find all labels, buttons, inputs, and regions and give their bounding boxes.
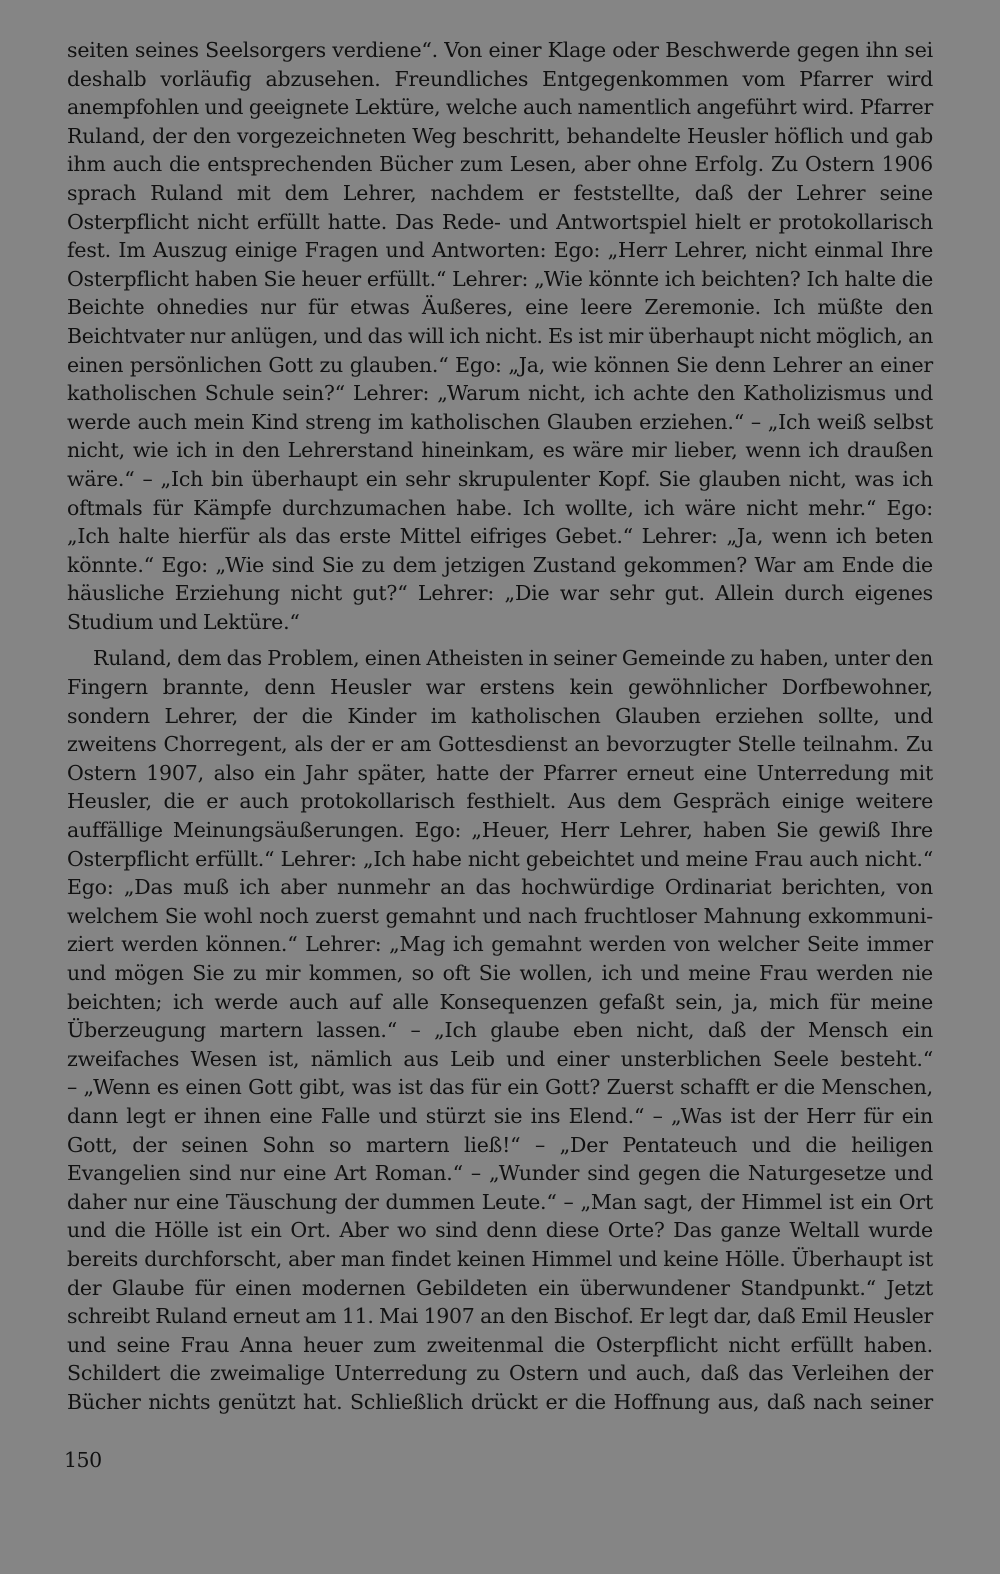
paragraph-2 (67, 644, 933, 1416)
text-line: ziert werden können.“ Lehrer: „Mag ich gemahnt werden von welcher Seite immer (67, 932, 933, 957)
text-line: oftmals für Kämpfe durchzumachen habe. Ich wollte, ich wäre nicht mehr.“ Ego: (67, 495, 933, 520)
text-line: Beichte ohnedies nur für etwas Äußeres, eine leere Zeremonie. Ich müßte den (67, 295, 933, 320)
text-line: Bücher nichts genützt hat. Schließlich drückt er die Hoffnung aus, daß nach seiner (67, 1389, 933, 1414)
text-line: häusliche Erziehung nicht gut?“ Lehrer: „Die war sehr gut. Allein durch eigenes (67, 581, 933, 606)
text-line: Evangelien sind nur eine Art Roman.“ – „Wunder sind gegen die Naturgesetze und (67, 1161, 933, 1186)
text-line: und seine Frau Anna heuer zum zweitenmal die Osterpflicht nicht erfüllt haben. (67, 1332, 933, 1357)
text-line: zweifaches Wesen ist, nämlich aus Leib und einer unsterblichen Seele besteht.“ (67, 1046, 933, 1071)
text-line: deshalb vorläufig abzusehen. Freundliches Entgegenkommen vom Pfarrer wird (67, 66, 933, 91)
text-line: und die Hölle ist ein Ort. Aber wo sind denn diese Orte? Das ganze Weltall wurde (67, 1218, 933, 1243)
text-line: könnte.“ Ego: „Wie sind Sie zu dem jetzigen Zustand gekommen? War am Ende die (67, 552, 933, 577)
text-line: einen persönlichen Gott zu glauben.“ Ego: „Ja, wie können Sie denn Lehrer an einer (67, 352, 933, 377)
text-line: Beichtvater nur anlügen, und das will ich nicht. Es ist mir überhaupt nicht möglich, an (67, 323, 933, 348)
text-line: anempfohlen und geeignete Lektüre, welche auch namentlich angeführt wird. Pfarrer (67, 95, 933, 120)
text-line: Ego: „Das muß ich aber nunmehr an das hochwürdige Ordinariat berichten, von (67, 875, 933, 900)
text-line: schreibt Ruland erneut am 11. Mai 1907 an den Bischof. Er legt dar, daß Emil Heusler (67, 1304, 933, 1329)
text-line: Ruland, dem das Problem, einen Atheisten in seiner Gemeinde zu haben, unter den (93, 646, 933, 671)
text-line: sprach Ruland mit dem Lehrer, nachdem er feststellte, daß der Lehrer seine (67, 180, 933, 205)
text-line: „Ich halte hierfür als das erste Mittel eifriges Gebet.“ Lehrer: „Ja, wenn ich beten (67, 524, 933, 549)
text-line: ihm auch die entsprechenden Bücher zum Lesen, aber ohne Erfolg. Zu Ostern 1906 (67, 152, 933, 177)
paragraph-1 (67, 36, 933, 636)
text-line: fest. Im Auszug einige Fragen und Antworten: Ego: „Herr Lehrer, nicht einmal Ihre (67, 238, 933, 263)
text-line: Osterpflicht erfüllt.“ Lehrer: „Ich habe nicht gebeichtet und meine Frau auch nicht.“ (67, 846, 933, 871)
paragraph-gap (67, 636, 933, 644)
text-line: Studium und Lektüre.“ (67, 609, 300, 634)
text-line: zweitens Chorregent, als der er am Gottesdienst an bevorzugter Stelle teilnahm. Zu (67, 732, 933, 757)
text-line: nicht, wie ich in den Lehrerstand hineinkam, es wäre mir lieber, wenn ich draußen (67, 438, 933, 463)
text-line: Gott, der seinen Sohn so martern ließ!“ – „Der Pentateuch und die heiligen (67, 1132, 933, 1157)
text-line: seiten seines Seelsorgers verdiene“. Von einer Klage oder Beschwerde gegen ihn sei (67, 38, 933, 62)
text-line: Osterpflicht haben Sie heuer erfüllt.“ Lehrer: „Wie könnte ich beichten? Ich halte die (67, 266, 933, 291)
text-line: welchem Sie wohl noch zuerst gemahnt und nach fruchtloser Mahnung exkommuni- (67, 903, 933, 928)
text-line: dann legt er ihnen eine Falle und stürzt sie ins Elend.“ – „Was ist der Herr für ein (67, 1103, 933, 1128)
text-line: Ostern 1907, also ein Jahr später, hatte der Pfarrer erneut eine Unterredung mit (67, 760, 933, 785)
text-line: Ruland, der den vorgezeichneten Weg beschritt, behandelte Heusler höflich und gab (67, 123, 933, 148)
text-line: wäre.“ – „Ich bin überhaupt ein sehr skrupulenter Kopf. Sie glauben nicht, was ich (67, 466, 933, 491)
page-body (67, 36, 933, 1417)
text-line: katholischen Schule sein?“ Lehrer: „Warum nicht, ich achte den Katholizismus und (67, 381, 933, 406)
text-line: der Glaube für einen modernen Gebildeten ein überwundener Standpunkt.“ Jetzt (67, 1275, 933, 1300)
text-line: Heusler, die er auch protokollarisch festhielt. Aus dem Gespräch einige weitere (67, 789, 933, 814)
text-line: werde auch mein Kind streng im katholischen Glauben erziehen.“ – „Ich weiß selbst (67, 409, 933, 434)
text-line: – „Wenn es einen Gott gibt, was ist das für ein Gott? Zuerst schafft er die Menschen, (67, 1075, 933, 1100)
text-line: Überzeugung martern lassen.“ – „Ich glaube eben nicht, daß der Mensch ein (67, 1018, 933, 1043)
text-line: auffällige Meinungsäußerungen. Ego: „Heuer, Herr Lehrer, haben Sie gewiß Ihre (67, 818, 933, 843)
text-line: sondern Lehrer, der die Kinder im katholischen Glauben erziehen sollte, und (67, 703, 933, 728)
text-line: Schildert die zweimalige Unterredung zu Ostern und auch, daß das Verleihen der (67, 1361, 933, 1386)
text-line: Fingern brannte, denn Heusler war erstens kein gewöhnlicher Dorfbewohner, (67, 675, 933, 700)
text-line: beichten; ich werde auch auf alle Konsequenzen gefaßt sein, ja, mich für meine (67, 989, 933, 1014)
text-line: bereits durchforscht, aber man findet keinen Himmel und keine Hölle. Überhaupt ist (67, 1246, 933, 1271)
page-number: 150 (64, 1448, 102, 1472)
text-line: Osterpflicht nicht erfüllt hatte. Das Rede- und Antwortspiel hielt er protokollarisch (67, 209, 933, 234)
text-line: und mögen Sie zu mir kommen, so oft Sie wollen, ich und meine Frau werden nie (67, 961, 933, 985)
text-line: daher nur eine Täuschung der dummen Leute.“ – „Man sagt, der Himmel ist ein Ort (67, 1189, 933, 1214)
